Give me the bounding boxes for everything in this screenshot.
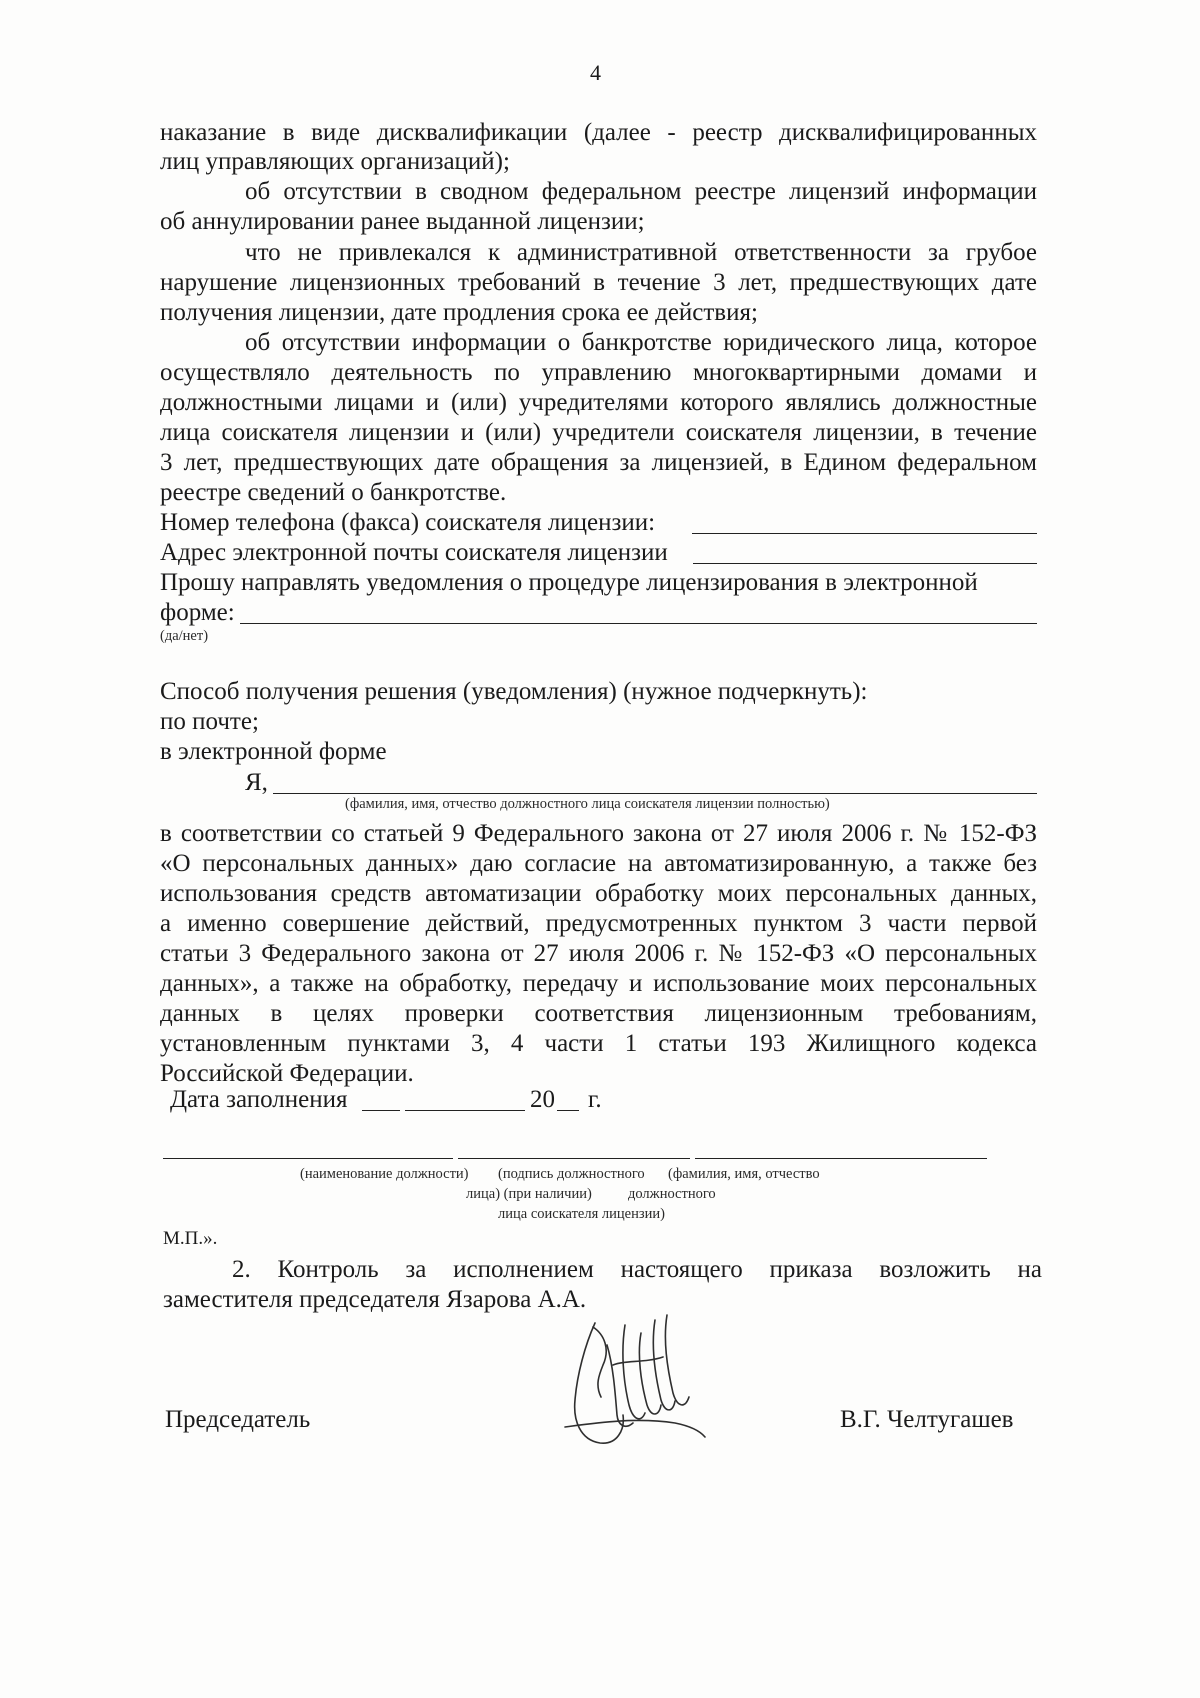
delivery-heading: Способ получения решения (уведомления) (нужное подчеркнуть): [160, 678, 868, 705]
delivery-option-electronic[interactable]: в электронной форме [160, 738, 387, 765]
consent-line: данных», а также на обработку, передачу и использование моих персональных [160, 970, 1037, 997]
consent-line: «О персональных данных» даю согласие на автоматизированную, а также без [160, 850, 1037, 877]
body-line: реестре сведений о банкротстве. [160, 479, 507, 506]
date-year-prefix: 20 [530, 1086, 555, 1113]
body-line: 3 лет, предшествующих дате обращения за лицензией, в Едином федеральном [160, 449, 1037, 476]
date-day-field[interactable] [362, 1110, 400, 1111]
phone-field[interactable] [692, 533, 1037, 534]
name-hint: (фамилия, имя, отчество [668, 1166, 820, 1182]
full-name-hint: (фамилия, имя, отчество должностного лица соискателя лицензии полностью) [345, 796, 830, 812]
name-hint-cont2: лица соискателя лицензии) [498, 1206, 665, 1222]
stamp-label: М.П.». [163, 1228, 218, 1249]
email-field[interactable] [693, 563, 1037, 564]
notify-label-cont: форме: [160, 599, 235, 626]
consent-line: данных в целях проверки соответствия лицензионным требованиям, [160, 1000, 1037, 1027]
notify-field[interactable] [240, 623, 1037, 624]
body-line: об отсутствии информации о банкротстве юридического лица, которое [245, 329, 1037, 356]
email-label: Адрес электронной почты соискателя лицензии [160, 539, 668, 566]
consent-i-label: Я, [245, 769, 268, 796]
date-month-field[interactable] [405, 1110, 525, 1111]
consent-line: Российской Федерации. [160, 1060, 414, 1087]
signatory-position: Председатель [165, 1406, 311, 1433]
notify-hint: (да/нет) [160, 628, 209, 644]
signature-field[interactable] [458, 1158, 690, 1159]
body-line: лица соискателя лицензии и (или) учредители соискателя лицензии, в течение [160, 419, 1037, 446]
body-line: лиц управляющих организаций); [160, 148, 510, 175]
signatory-name: В.Г. Челтугашев [840, 1406, 1014, 1433]
body-line: осуществляло деятельность по управлению многоквартирными домами и [160, 359, 1037, 386]
clause-2-line-cont: заместителя председателя Язарова А.А. [163, 1286, 587, 1313]
consent-line: использования средств автоматизации обработку моих персональных данных, [160, 880, 1037, 907]
phone-label: Номер телефона (факса) соискателя лицензии: [160, 509, 656, 536]
page-number: 4 [590, 60, 601, 85]
position-hint: (наименование должности) [300, 1166, 469, 1182]
consent-line: статьи 3 Федерального закона от 27 июля 2006 г. № 152-ФЗ «О персональных [160, 940, 1037, 967]
date-year-field[interactable] [557, 1110, 579, 1111]
signature-hint: (подпись должностного [498, 1166, 645, 1182]
date-year-suffix: г. [588, 1086, 602, 1113]
notify-label: Прошу направлять уведомления о процедуре лицензирования в электронной [160, 569, 978, 596]
delivery-option-post[interactable]: по почте; [160, 708, 259, 735]
consent-line: в соответствии со статьей 9 Федерального закона от 27 июля 2006 г. № 152-ФЗ [160, 820, 1037, 847]
consent-line: а именно совершение действий, предусмотренных пунктом 3 части первой [160, 910, 1037, 937]
consent-line: установленным пунктами 3, 4 части 1 статьи 193 Жилищного кодекса [160, 1030, 1037, 1057]
name-field[interactable] [695, 1158, 987, 1159]
body-line: нарушение лицензионных требований в течение 3 лет, предшествующих дате [160, 269, 1037, 296]
body-line: должностными лицами и (или) учредителями которого являлись должностные [160, 389, 1037, 416]
handwritten-signature [555, 1305, 715, 1455]
body-line: об отсутствии в сводном федеральном реестре лицензий информации [245, 178, 1037, 205]
name-hint-cont: должностного [628, 1186, 716, 1202]
signature-hint-cont: лица) (при наличии) [466, 1186, 592, 1202]
body-line: что не привлекался к административной ответственности за грубое [245, 239, 1037, 266]
body-line: наказание в виде дисквалификации (далее - реестр дисквалифицированных [160, 119, 1037, 146]
body-line: об аннулировании ранее выданной лицензии; [160, 208, 645, 235]
date-label: Дата заполнения [170, 1086, 348, 1113]
clause-2-line: 2. Контроль за исполнением настоящего приказа возложить на [232, 1256, 1042, 1283]
position-field[interactable] [163, 1158, 453, 1159]
body-line: получения лицензии, дате продления срока ее действия; [160, 299, 758, 326]
